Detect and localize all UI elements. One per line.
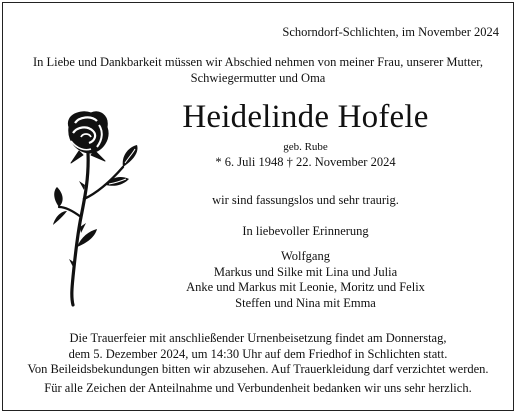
grief-line: wir sind fassungslos und sehr traurig. (212, 193, 399, 207)
memory-line: In liebevoller Erinnerung (242, 224, 369, 238)
funeral-info (3, 331, 513, 378)
family-member: Steffen und Nina mit Emma (235, 295, 376, 310)
family-member: Wolfgang (281, 249, 330, 263)
family-list (178, 249, 433, 311)
place-date: Schorndorf-Schlichten, im November 2024 (282, 25, 499, 39)
intro-line: In Liebe und Dankbarkeit müssen wir Abschied nehmen von meiner Frau, unserer Mutter, (32, 55, 484, 69)
obituary-notice (2, 2, 514, 411)
funeral-line: dem 5. Dezember 2024, um 14:30 Uhr auf dem Friedhof in Schlichten statt. (68, 346, 448, 361)
funeral-line: Die Trauerfeier mit anschließender Urnenbeisetzung findet am Donnerstag, (69, 331, 447, 345)
family-member: Anke und Markus mit Leonie, Moritz und Felix (186, 280, 425, 294)
funeral-line: Von Beileidsbekundungen bitten wir abzusehen. Auf Trauerkleidung darf verzichtet werden. (27, 362, 489, 376)
deceased-name: Heidelinde Hofele (182, 99, 429, 135)
birth-name: geb. Rube (283, 141, 328, 153)
intro-line: Schwiegermutter und Oma (190, 71, 326, 85)
rose-icon (51, 107, 141, 307)
life-dates: * 6. Juli 1948 † 22. November 2024 (215, 155, 396, 169)
family-member: Markus und Silke mit Lina und Julia (213, 264, 398, 279)
thanks-line: Für alle Zeichen der Anteilnahme und Verbundenheit bedanken wir uns sehr herzlich. (44, 381, 472, 395)
intro-text (3, 54, 513, 86)
